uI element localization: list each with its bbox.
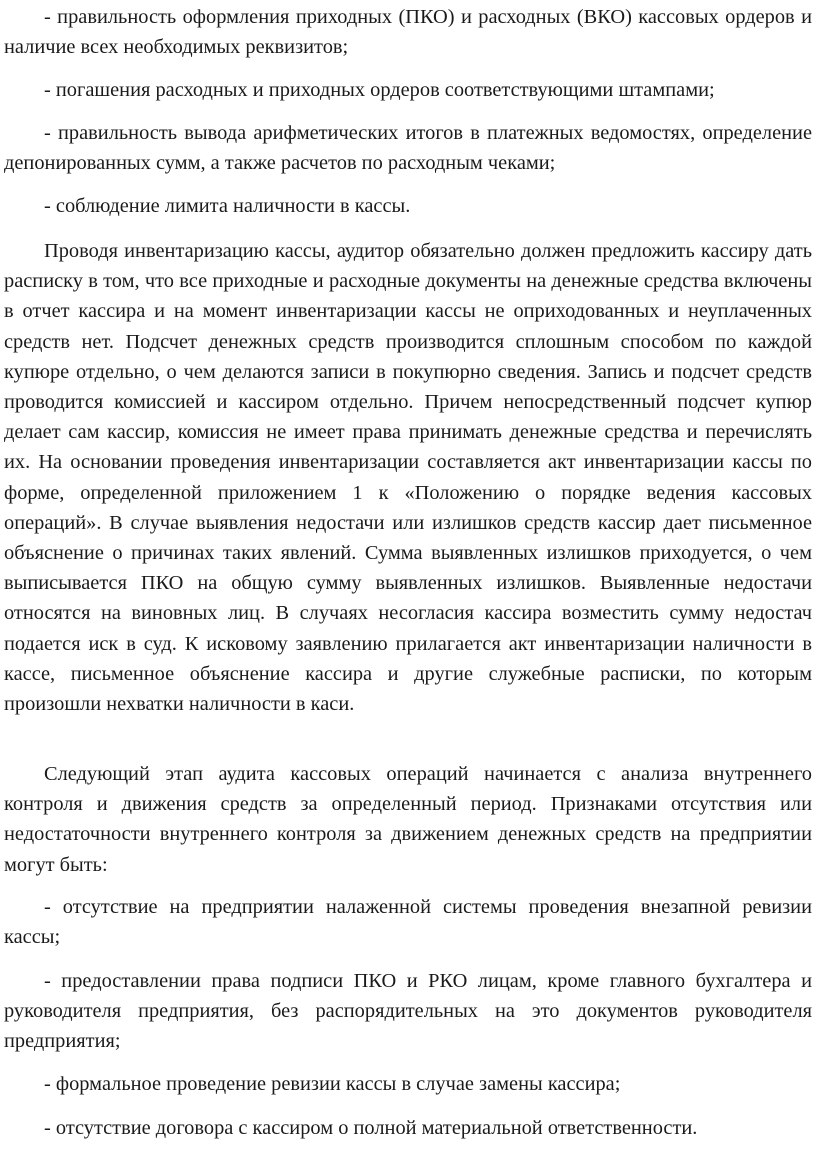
paragraph-1: - правильность оформления приходных (ПКО) и расходных (ВКО) кассовых ордеров и наличие всех необходимых реквизитов; [4,6,812,59]
paragraph-6: Следующий этап аудита кассовых операций начинается с анализа внутреннего контроля и движения средств за определенный период. Признаками отсутствия или недостаточности внутреннего контроля за движением денежных средств на предприятии могут быть: [4,763,812,876]
paragraph-3: - правильность вывода арифметических итогов в платежных ведомостях, определение депонированных сумм, а также расчетов по расходным чеками; [4,122,812,175]
paragraph-10: - отсутствие договора с кассиром о полной материальной ответственности. [44,1117,698,1139]
paragraph-9: - формальное проведение ревизии кассы в случае замены кассира; [44,1073,621,1095]
paragraph-4: - соблюдение лимита наличности в кассы. [44,195,411,217]
paragraph-8: - предоставлении права подписи ПКО и РКО лицам, кроме главного бухгалтера и руководителя предприятия, без распорядительных на это документов руководителя предприятия; [4,970,812,1053]
paragraph-7: - отсутствие на предприятии налаженной системы проведения внезапной ревизии кассы; [4,896,812,949]
paragraph-2: - погашения расходных и приходных ордеров соответствующими штампами; [44,79,715,101]
paragraph-5: Проводя инвентаризацию кассы, аудитор обязательно должен предложить кассиру дать расписку в том, что все приходные и расходные документы на денежные средства включены в отчет кассира и на момент инвентаризации кассы не оприходованных и неуплаченных средств нет. Подсчет денежных средств производится сплошным способом по каждой купюре отдельно, о чем делаются записи в покупюрно сведения. Запись и подсчет средств проводится комиссией и кассиром отдельно. Причем непосредственный подсчет купюр делает сам кассир, комиссия не имеет права принимать денежные средства и перечислять их. На основании проведения инвентаризации составляется акт инвентаризации кассы по форме, определенной приложением 1 к «Положению о порядке ведения кассовых операций». В случае выявления недостачи или излишков средств кассир дает письменное объяснение о причинах таких явлений. Сумма выявленных излишков приходуется, о чем выписывается ПКО на общую сумму выявленных излишков. Выявленные недостачи относятся на виновных лиц. В случаях несогласия кассира возместить сумму недостач подается иск в суд. К исковому заявлению прилагается акт инвентаризации наличности в кассе, письменное объяснение кассира и другие служебные расписки, по которым произошли нехватки наличности в каси. [4,240,812,716]
